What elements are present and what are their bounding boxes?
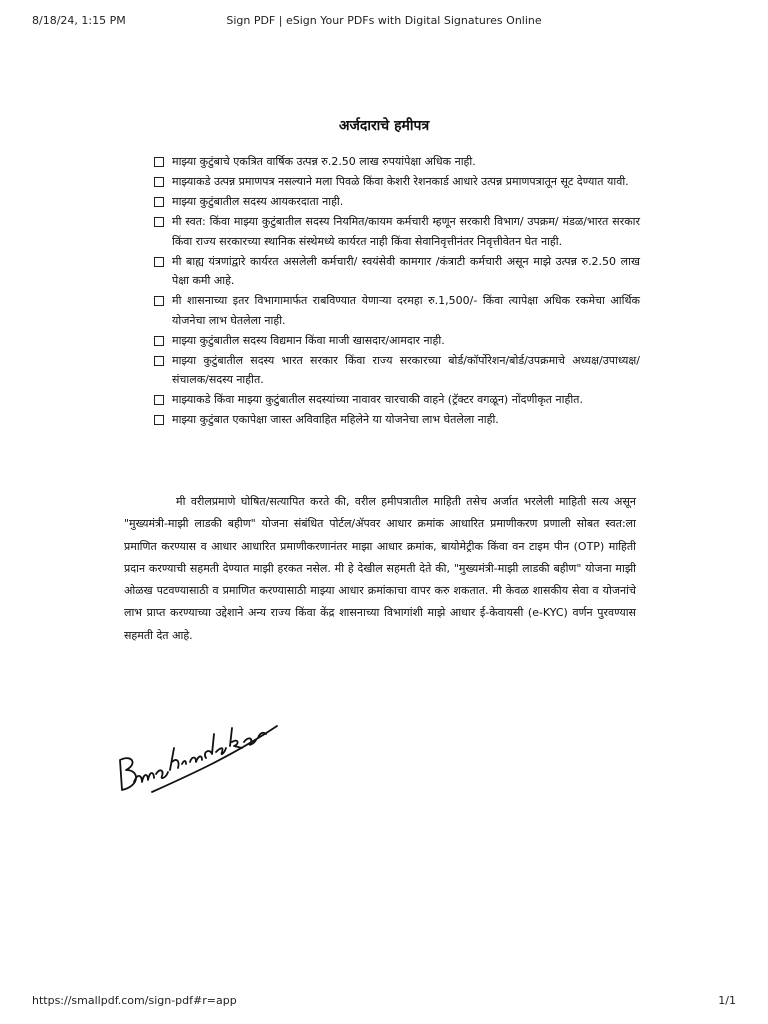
print-datetime: 8/18/24, 1:15 PM xyxy=(32,14,126,27)
checklist-item-text: माझ्या कुटुंबातील सदस्य आयकरदाता नाही. xyxy=(172,195,344,208)
checklist-item xyxy=(150,212,640,251)
document-title: अर्जदाराचे हमीपत्र xyxy=(338,118,430,134)
signature-image xyxy=(112,712,292,802)
print-page-title: Sign PDF | eSign Your PDFs with Digital Signatures Online xyxy=(226,14,542,27)
checklist-item-text: माझ्या कुटुंबातील सदस्य भारत सरकार किंवा राज्य सरकारच्या बोर्ड/कॉर्पोरेशन/बोर्ड/उपक्रमाचे अध्यक्ष/उपाध्यक्ष/ संचालक/सदस्य नाहीत. xyxy=(172,353,640,386)
checklist-item xyxy=(150,291,640,330)
checkbox[interactable] xyxy=(154,296,164,306)
checklist-item xyxy=(150,390,640,410)
checkbox[interactable] xyxy=(154,217,164,227)
checklist-item-text: मी शासनाच्या इतर विभागामार्फत राबविण्यात येणाऱ्या दरमहा रु.1,500/- किंवा त्यापेक्षा अधिक रकमेचा आर्थिक योजनेचा लाभ घेतलेला नाही. xyxy=(172,294,640,327)
checkbox[interactable] xyxy=(154,157,164,167)
checklist-item-text: मी स्वत: किंवा माझ्या कुटुंबातील सदस्य नियमित/कायम कर्मचारी म्हणून सरकारी विभाग/ उपक्रम/ मंडळ/भारत सरकार किंवा राज्य सरकारच्या स्थानिक संस्थेमध्ये कार्यरत नाही किंवा सेवानिवृत्तीनंतर निवृत्तीवेतन घेत नाही. xyxy=(172,215,640,248)
checklist-item-text: मी बाह्य यंत्रणांद्वारे कार्यरत असलेली कर्मचारी/ स्वयंसेवी कामगार /कंत्राटी कर्मचारी असून माझे उत्पन्न रु.2.50 लाख पेक्षा कमी आहे. xyxy=(172,254,640,287)
print-url: https://smallpdf.com/sign-pdf#r=app xyxy=(32,994,237,1007)
checkbox[interactable] xyxy=(154,415,164,425)
checklist-item xyxy=(150,192,640,212)
checkbox[interactable] xyxy=(154,177,164,187)
checkbox[interactable] xyxy=(154,395,164,405)
checklist-item-text: माझ्या कुटुंबाचे एकत्रित वार्षिक उत्पन्न रु.2.50 लाख रुपयांपेक्षा अधिक नाही. xyxy=(172,155,476,168)
print-footer xyxy=(32,994,736,1010)
checklist-item-text: माझ्या कुटुंबातील सदस्य विद्यमान किंवा माजी खासदार/आमदार नाही. xyxy=(172,333,445,347)
checklist-item xyxy=(150,331,640,351)
declaration-checklist xyxy=(150,152,640,430)
checklist-item-text: माझ्याकडे उत्पन्न प्रमाणपत्र नसल्याने मला पिवळे किंवा केशरी रेशनकार्ड आधारे उत्पन्न प्रमाणपत्रातून सूट देण्यात यावी. xyxy=(172,175,629,188)
checkbox[interactable] xyxy=(154,356,164,366)
checklist-item xyxy=(150,172,640,192)
checkbox[interactable] xyxy=(154,336,164,346)
checklist-item xyxy=(150,252,640,291)
checkbox[interactable] xyxy=(154,257,164,267)
page-number: 1/1 xyxy=(718,994,736,1007)
checklist-item-text: माझ्या कुटुंबात एकापेक्षा जास्त अविवाहित महिलेने या योजनेचा लाभ घेतलेला नाही. xyxy=(172,413,499,426)
checklist-item xyxy=(150,410,640,430)
checklist-item xyxy=(150,152,640,172)
checklist-item-text: माझ्याकडे किंवा माझ्या कुटुंबातील सदस्यांच्या नावावर चारचाकी वाहने (ट्रॅक्टर वगळून) नोंदणीकृत नाहीत. xyxy=(172,393,583,406)
print-header xyxy=(32,14,736,30)
declaration-paragraph: मी वरीलप्रमाणे घोषित/सत्यापित करते की, वरील हमीपत्रातील माहिती तसेच अर्जात भरलेली माहिती सत्य असून "मुख्यमंत्री-माझी लाडकी बहीण" योजना संबंधित पोर्टल/ॲपवर आधार क्रमांक आधारित प्रमाणीकरण प्रणाली सोबत स्वत:ला प्रमाणित करण्यास व आधार आधारित प्रमाणीकरणानंतर माझा आधार क्रमांक, बायोमेट्रीक किंवा वन टाइम पीन (OTP) माहिती प्रदान करण्याची सहमती देण्यात माझी हरकत नसेल. मी हे देखील सहमती देते की, "मुख्यमंत्री-माझी लाडकी बहीण" योजना माझी ओळख पटवण्यासाठी व प्रमाणित करण्यासाठी माझ्या आधार क्रमांकाचा वापर करु शकतात. मी केवळ शासकीय सेवा व योजनांचे लाभ प्राप्त करण्याच्या उद्देशाने अन्य राज्य किंवा केंद्र शासनाच्या विभागांशी माझे आधार ई-केवायसी (e-KYC) वर्णन पुरवण्यास सहमती देत आहे. xyxy=(124,495,636,642)
checkbox[interactable] xyxy=(154,197,164,207)
checklist-item xyxy=(150,351,640,390)
